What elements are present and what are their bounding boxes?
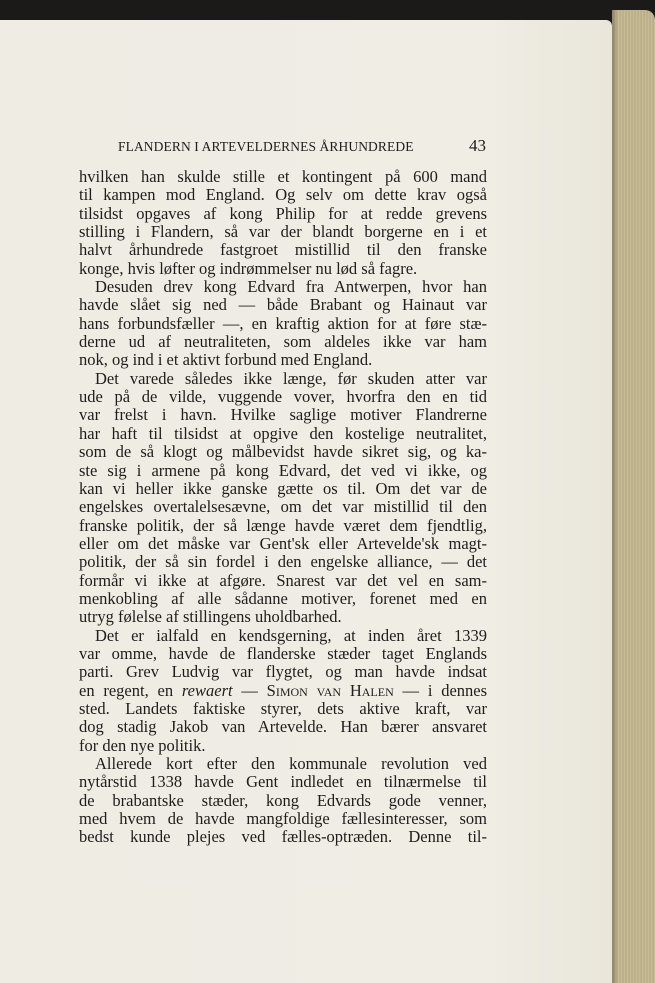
text-line: formår vi ikke at afgøre. Snarest var det vel en sam- xyxy=(79,571,487,590)
text-line: konge, hvis løfter og indrømmelser nu lød så fagre. xyxy=(79,259,418,278)
text-line: derne ud af neutraliteten, som aldeles ikke var ham xyxy=(79,333,487,352)
text-line: som de så klogt og målbevidst havde sikret sig, og ka- xyxy=(79,443,487,462)
text-line: Desuden drev kong Edvard fra Antwerpen, hvor han xyxy=(95,278,487,297)
text-line: stilling i Flandern, så var der blandt borgerne en i et xyxy=(79,223,487,242)
text-line: til kampen mod England. Og selv om dette krav også xyxy=(79,186,487,205)
text-line: menkobling af alle sådanne motiver, forenet med en xyxy=(79,589,487,608)
small-caps-name: Simon van Halen xyxy=(266,681,394,700)
text-line: bedst kunde plejes ved fælles-optræden. Denne til- xyxy=(79,828,487,847)
running-title: FLANDERN I ARTEVELDERNES ÅRHUNDREDE xyxy=(118,139,414,154)
page-header xyxy=(78,136,486,156)
text-fragment: — i dennes xyxy=(393,681,487,700)
text-line xyxy=(79,682,487,700)
book-page xyxy=(0,20,612,983)
text-line: kan vi heller ikke ganske gætte os til. Om det var de xyxy=(79,479,487,498)
text-line: Det er ialfald en kendsgerning, at inden året 1339 xyxy=(95,626,487,645)
text-line: parti. Grev Ludvig var flygtet, og man havde indsat xyxy=(79,663,487,682)
text-line: Allerede kort efter den kommunale revolution ved xyxy=(95,755,487,773)
text-line: de brabantske stæder, kong Edvards gode venner, xyxy=(79,791,487,810)
text-line: for den nye politik. xyxy=(79,736,206,755)
text-line: dog stadig Jakob van Artevelde. Han bærer ansvaret xyxy=(79,718,487,737)
page-edges xyxy=(612,10,655,983)
text-line: politik, der så sin fordel i den engelske alliance, — det xyxy=(79,553,487,572)
text-line: med hvem de havde mangfoldige fællesinteresser, som xyxy=(79,810,487,829)
text-line: ste sig i armene på kong Edvard, det ved vi ikke, og xyxy=(79,461,487,480)
text-line: Det varede således ikke længe, før skuden atter var xyxy=(95,369,487,388)
text-fragment: — xyxy=(232,681,267,700)
italic-term: rewaert xyxy=(181,681,233,700)
text-line: utryg følelse af stillingens uholdbarhed. xyxy=(79,608,342,627)
text-line: tilsidst opgaves af kong Philip for at redde grevens xyxy=(79,204,487,223)
text-line: franske politik, der så længe havde været dem fjendtlig, xyxy=(79,516,487,535)
text-line: nytårstid 1338 havde Gent indledet en tilnærmelse til xyxy=(79,773,487,792)
text-line: eller om det måske var Gent'sk eller Artevelde'sk magt- xyxy=(79,534,487,553)
body-text xyxy=(79,168,487,847)
text-line: nok, og ind i et aktivt forbund med England. xyxy=(79,351,373,370)
text-line: ude på de vilde, vuggende vover, hvorfra den en tid xyxy=(79,388,487,407)
page-number: 43 xyxy=(469,136,486,155)
text-line: hvilken han skulde stille et kontingent på 600 mand xyxy=(79,168,487,186)
text-line: var omme, havde de flanderske stæder taget Englands xyxy=(79,644,487,663)
text-line: engelskes overtalelsesævne, om det var mistillid til den xyxy=(79,498,487,517)
text-line: havde slået sig ned — både Brabant og Hainaut var xyxy=(79,296,487,315)
text-line: halvt århundrede fastgroet mistillid til den franske xyxy=(79,241,487,260)
text-line: hans forbundsfæller —, en kraftig aktion for at føre stæ- xyxy=(79,314,487,333)
text-fragment: en regent, en xyxy=(79,681,182,700)
text-line: sted. Landets faktiske styrer, dets aktive kraft, var xyxy=(79,699,487,718)
text-line: var frelst i havn. Hvilke saglige motiver Flandrerne xyxy=(79,406,487,425)
text-line: har haft til tilsidst at opgive den kostelige neutralitet, xyxy=(79,424,487,443)
